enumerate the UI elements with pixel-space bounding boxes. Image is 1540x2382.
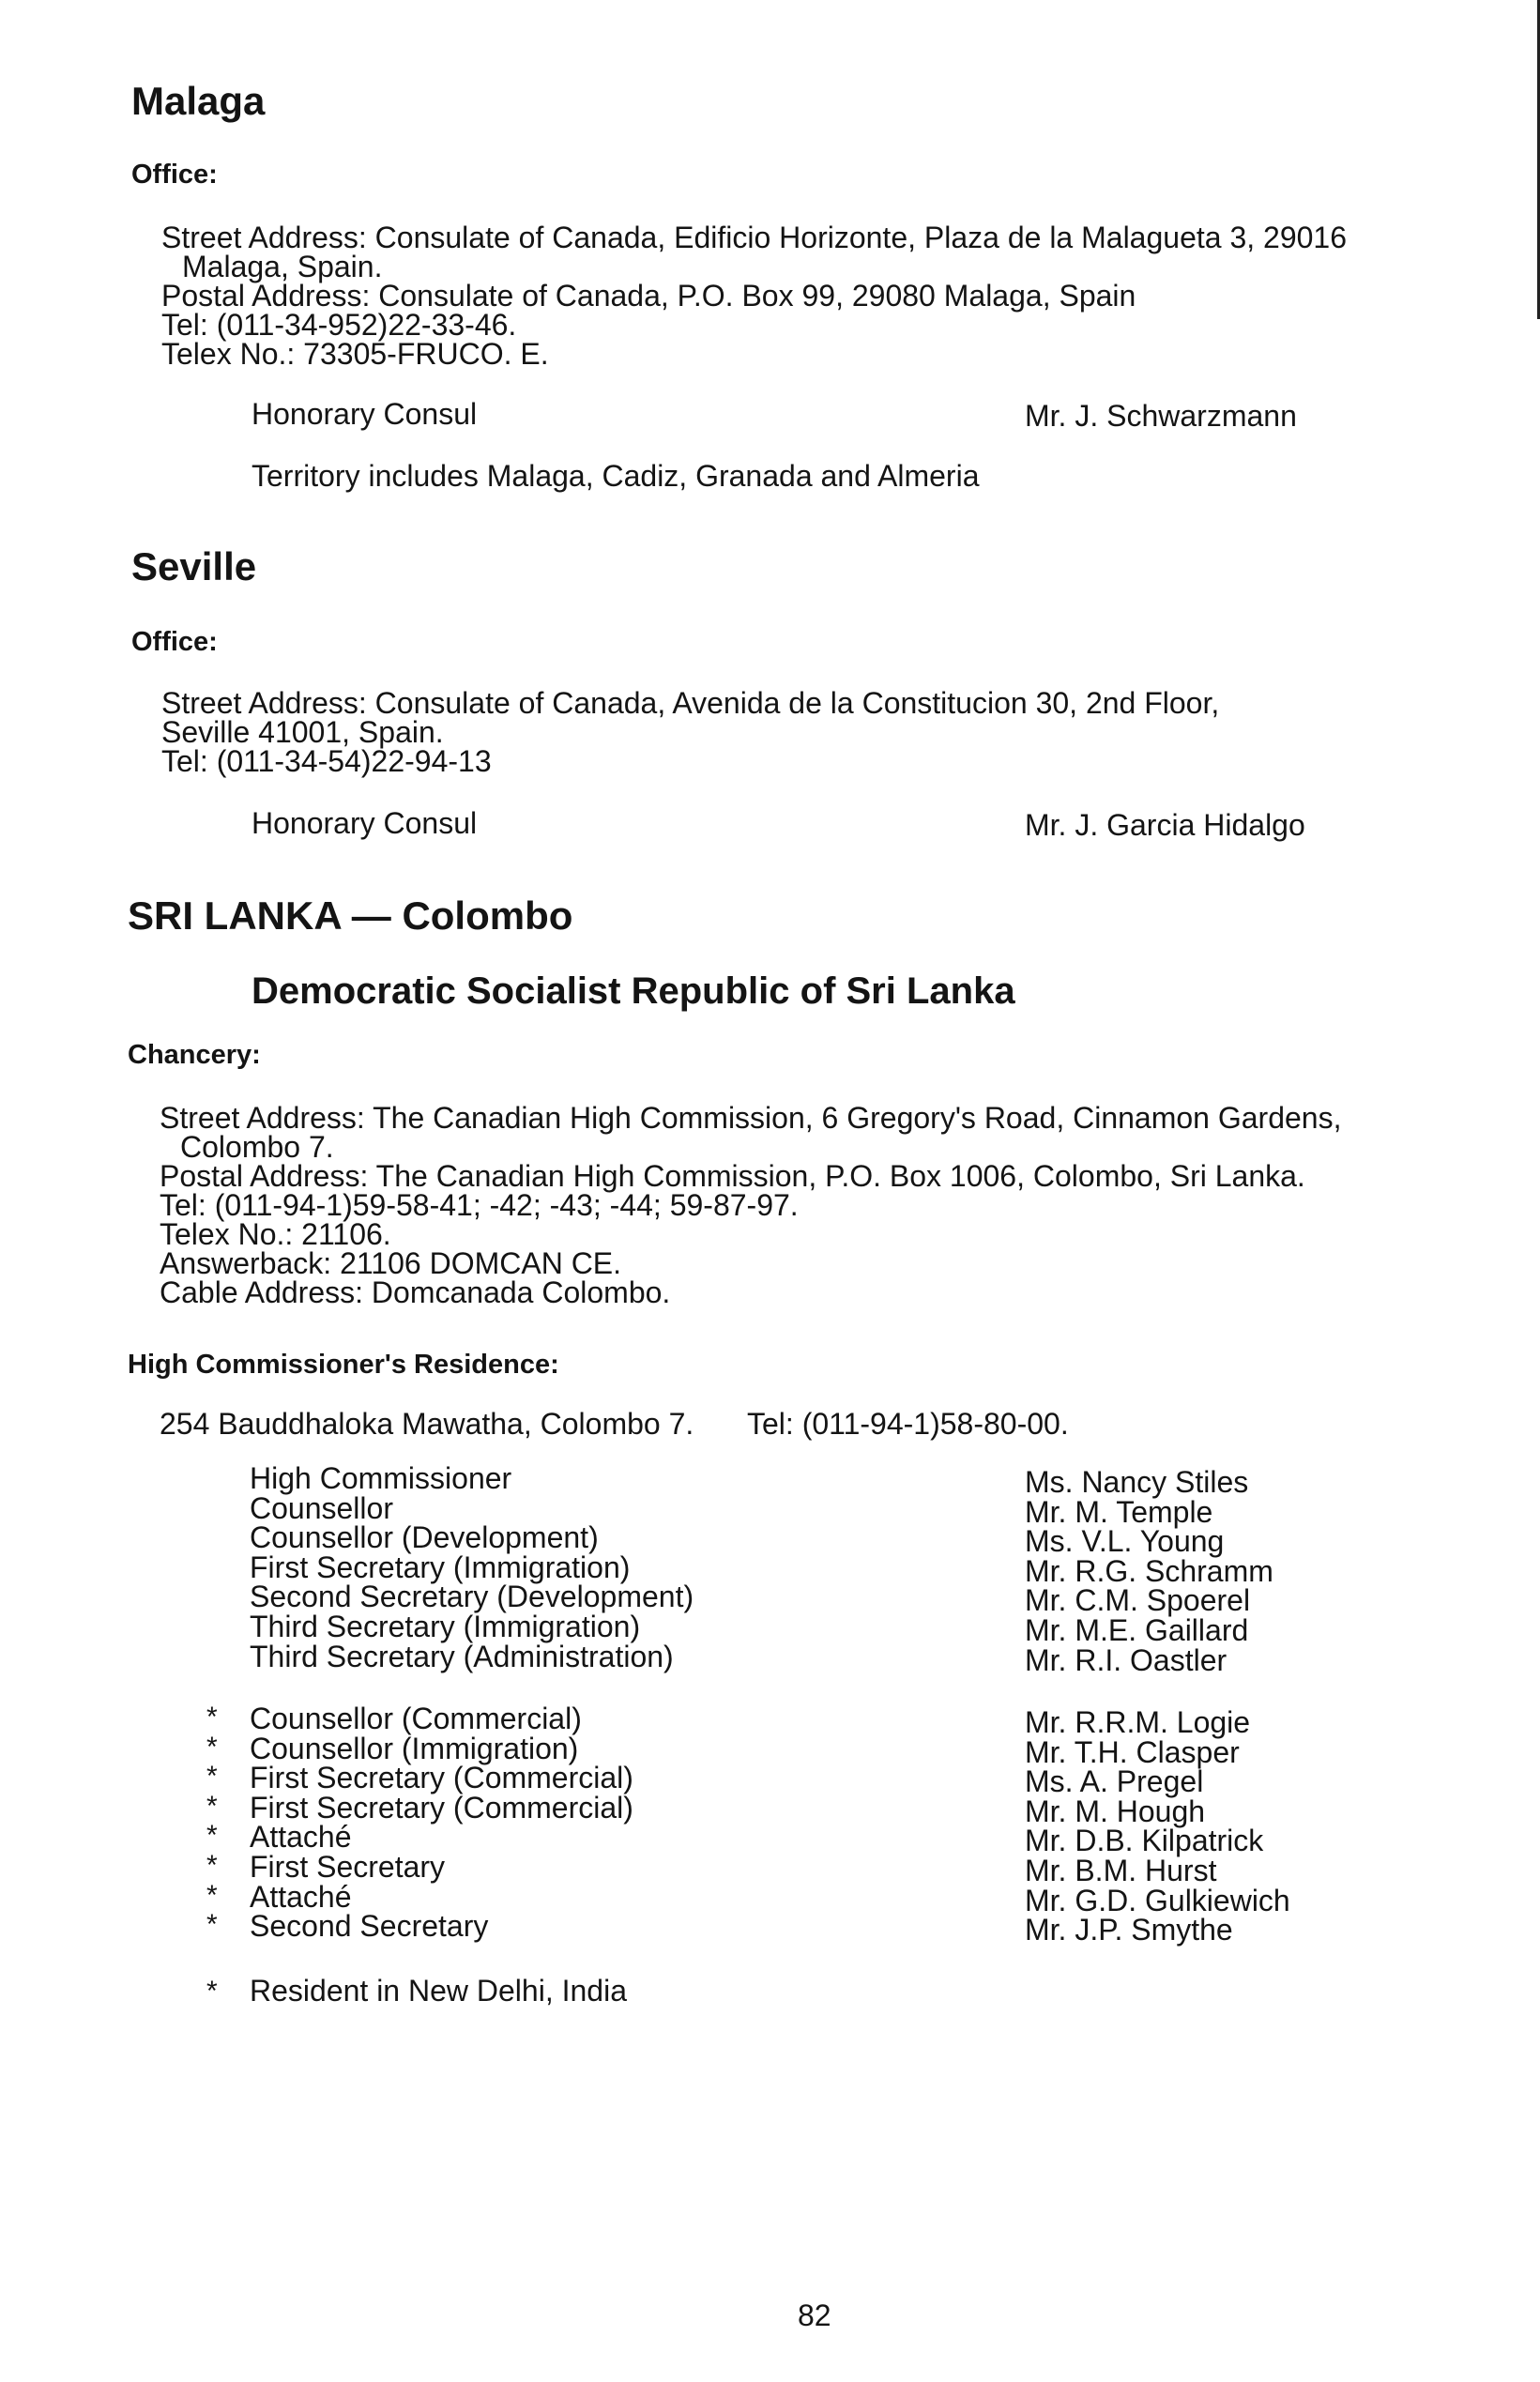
staff-title: Counsellor: [250, 1490, 393, 1525]
staff-name: Mr. R.G. Schramm: [1025, 1553, 1273, 1588]
asterisk-mark: *: [206, 1820, 218, 1852]
seville-heading: Seville: [131, 544, 257, 588]
malaga-telex: Telex No.: 73305-FRUCO. E.: [161, 337, 549, 371]
staff-titles: [250, 1461, 694, 1673]
malaga-consul-role: Honorary Consul: [252, 397, 478, 431]
footnote-asterisk: *: [206, 1976, 218, 2007]
asterisk-mark: *: [206, 1790, 218, 1822]
nonresident-name: Mr. G.D. Gulkiewich: [1025, 1883, 1290, 1917]
asterisk-mark: *: [206, 1909, 218, 1941]
nonresident-name: Mr. M. Hough: [1025, 1794, 1206, 1828]
staff-title: First Secretary (Immigration): [250, 1550, 631, 1584]
residence-address: 254 Bauddhaloka Mawatha, Colombo 7.: [160, 1407, 694, 1441]
nonresident-title: Counsellor (Commercial): [250, 1702, 582, 1735]
nonresident-name: Mr. R.R.M. Logie: [1025, 1705, 1251, 1739]
chancery-address-block: [160, 1101, 1342, 1309]
staff-title: Counsellor (Development): [250, 1520, 599, 1555]
chancery-postal-address: Postal Address: The Canadian High Commission, P.O. Box 1006, Colombo, Sri Lanka.: [160, 1159, 1305, 1193]
malaga-address-block: [161, 223, 1347, 369]
seville-street-address: Street Address: Consulate of Canada, Avenida de la Constitucion 30, 2nd Floor,: [161, 686, 1220, 720]
nonresident-title: Second Secretary: [250, 1909, 489, 1944]
malaga-consul-name: Mr. J. Schwarzmann: [1025, 399, 1297, 433]
staff-name: Mr. M. Temple: [1025, 1494, 1213, 1529]
staff-name: Mr. M.E. Gaillard: [1025, 1612, 1249, 1647]
nonresident-marks: [206, 1703, 218, 1940]
staff-title: Third Secretary (Administration): [250, 1639, 674, 1673]
staff-name: Ms. V.L. Young: [1025, 1524, 1225, 1559]
nonresident-title: Attaché: [250, 1820, 352, 1855]
malaga-heading: Malaga: [131, 79, 266, 123]
staff-name: Mr. R.I. Oastler: [1025, 1642, 1227, 1677]
chancery-cable-address: Cable Address: Domcanada Colombo.: [160, 1275, 671, 1309]
chancery-tel: Tel: (011-94-1)59-58-41; -42; -43; -44; 59-87-97.: [160, 1188, 799, 1222]
chancery-telex: Telex No.: 21106.: [160, 1217, 391, 1251]
sri-lanka-country-name: Democratic Socialist Republic of Sri Lanka: [252, 970, 1015, 1012]
asterisk-mark: *: [206, 1879, 218, 1911]
malaga-tel: Tel: (011-34-952)22-33-46.: [161, 308, 517, 342]
seville-street-address-cont: Seville 41001, Spain.: [161, 715, 444, 749]
nonresident-titles: [250, 1704, 633, 1942]
nonresident-title: First Secretary (Commercial): [250, 1790, 633, 1825]
residence-tel: Tel: (011-94-1)58-80-00.: [747, 1407, 1069, 1441]
seville-address-block: [161, 686, 1220, 778]
nonresident-names: [1025, 1705, 1290, 1947]
asterisk-mark: *: [206, 1731, 218, 1763]
malaga-postal-address: Postal Address: Consulate of Canada, P.O. Box 99, 29080 Malaga, Spain: [161, 279, 1136, 313]
nonresident-name: Mr. B.M. Hurst: [1025, 1853, 1217, 1887]
residence-label: High Commissioner's Residence:: [128, 1350, 559, 1380]
staff-title: Second Secretary (Development): [250, 1580, 694, 1614]
asterisk-mark: *: [206, 1702, 218, 1733]
sri-lanka-heading: SRI LANKA — Colombo: [128, 893, 573, 938]
seville-consul-name: Mr. J. Garcia Hidalgo: [1025, 808, 1305, 842]
malaga-territory-note: Territory includes Malaga, Cadiz, Granada and Almeria: [252, 459, 980, 493]
staff-name: Mr. C.M. Spoerel: [1025, 1583, 1251, 1618]
footnote-text: Resident in New Delhi, India: [250, 1974, 627, 2008]
nonresident-title: First Secretary (Commercial): [250, 1761, 633, 1795]
staff-title: High Commissioner: [250, 1461, 512, 1495]
staff-title: Third Secretary (Immigration): [250, 1609, 641, 1643]
chancery-label: Chancery:: [128, 1040, 261, 1070]
seville-office-label: Office:: [131, 627, 218, 657]
malaga-street-address-cont: Malaga, Spain.: [182, 250, 383, 283]
staff-name: Ms. Nancy Stiles: [1025, 1465, 1249, 1499]
chancery-answerback: Answerback: 21106 DOMCAN CE.: [160, 1246, 622, 1280]
nonresident-title: First Secretary: [250, 1849, 446, 1884]
malaga-office-label: Office:: [131, 160, 218, 190]
page-number: 82: [798, 2298, 831, 2332]
nonresident-name: Mr. J.P. Smythe: [1025, 1913, 1233, 1947]
staff-names: [1025, 1465, 1273, 1677]
chancery-street-address-cont: Colombo 7.: [180, 1130, 334, 1164]
nonresident-name: Mr. T.H. Clasper: [1025, 1734, 1240, 1769]
nonresident-name: Ms. A. Pregel: [1025, 1764, 1204, 1799]
asterisk-mark: *: [206, 1849, 218, 1881]
chancery-street-address: Street Address: The Canadian High Commission, 6 Gregory's Road, Cinnamon Gardens,: [160, 1101, 1342, 1135]
seville-consul-role: Honorary Consul: [252, 806, 478, 840]
nonresident-title: Attaché: [250, 1879, 352, 1914]
nonresident-title: Counsellor (Immigration): [250, 1731, 579, 1765]
asterisk-mark: *: [206, 1761, 218, 1793]
malaga-street-address: Street Address: Consulate of Canada, Edificio Horizonte, Plaza de la Malagueta 3, 29016: [161, 221, 1347, 254]
seville-tel: Tel: (011-34-54)22-94-13: [161, 744, 492, 778]
nonresident-name: Mr. D.B. Kilpatrick: [1025, 1824, 1264, 1858]
